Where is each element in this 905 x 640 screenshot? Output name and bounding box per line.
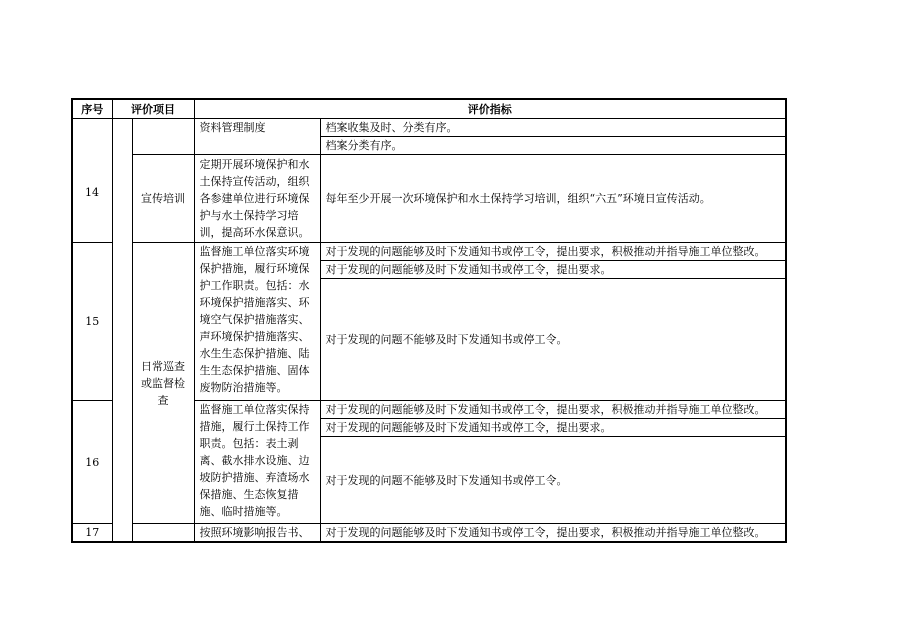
- row14-indicator-1: 每年至少开展一次环境保护和水土保持学习培训，组织“六五”环境日宣传活动。: [320, 155, 786, 243]
- table-row: [72, 243, 786, 261]
- row14-category: 宣传培训: [132, 155, 194, 243]
- row13-content: 资料管理制度: [194, 119, 320, 155]
- row13-indicator-1: 档案收集及时、分类有序。: [320, 119, 786, 137]
- row15-no: 15: [72, 243, 112, 401]
- table-row: [72, 524, 786, 543]
- row14-no: 14: [85, 186, 99, 199]
- row14-content: 定期开展环境保护和水土保持宣传活动，组织各参建单位进行环境保护与水土保持学习培训，提高环水保意识。: [194, 155, 320, 243]
- row15-indicator-3: 对于发现的问题不能够及时下发通知书或停工令。: [320, 279, 786, 401]
- row15-indicator-2: 对于发现的问题能够及时下发通知书或停工令，提出要求。: [320, 261, 786, 279]
- table-row: [72, 155, 786, 243]
- row17-no: 17: [72, 524, 112, 543]
- table-header-row: [72, 99, 786, 119]
- row16-content: 监督施工单位落实保持措施，履行土保持工作职责。包括：表土剥离、截水排水设施、边坡防护措施、弃渣场水保措施、生态恢复措施、临时措施等。: [194, 401, 320, 524]
- row17-content: 按照环境影响报告书、: [194, 524, 320, 543]
- narrow-category-column: [112, 119, 132, 543]
- row16-indicator-3: 对于发现的问题不能够及时下发通知书或停工令。: [320, 437, 786, 524]
- header-indicator: 评价指标: [194, 99, 786, 119]
- row16-indicator-2: 对于发现的问题能够及时下发通知书或停工令，提出要求。: [320, 419, 786, 437]
- row15-indicator-1: 对于发现的问题能够及时下发通知书或停工令，提出要求，积极推动并指导施工单位整改。: [320, 243, 786, 261]
- row17-indicator-1: 对于发现的问题能够及时下发通知书或停工令，提出要求，积极推动并指导施工单位整改。: [320, 524, 786, 543]
- header-item: 评价项目: [112, 99, 194, 119]
- row16-no: 16: [72, 401, 112, 524]
- table-row: [72, 119, 786, 137]
- row17-category: [132, 524, 194, 543]
- row13-no: [72, 119, 112, 243]
- evaluation-table: [71, 98, 787, 543]
- row15-content: 监督施工单位落实环境保护措施，履行环境保护工作职责。包括：水环境保护措施落实、环境空气保护措施落实、声环境保护措施落实、水生生态保护措施、陆生生态保护措施、固体废物防治措施等。: [194, 243, 320, 401]
- group-category: 日常巡查或监督检查: [132, 243, 194, 524]
- row13-category: [132, 119, 194, 155]
- row13-indicator-2: 档案分类有序。: [320, 137, 786, 155]
- row16-indicator-1: 对于发现的问题能够及时下发通知书或停工令，提出要求，积极推动并指导施工单位整改。: [320, 401, 786, 419]
- header-no: 序号: [72, 99, 112, 119]
